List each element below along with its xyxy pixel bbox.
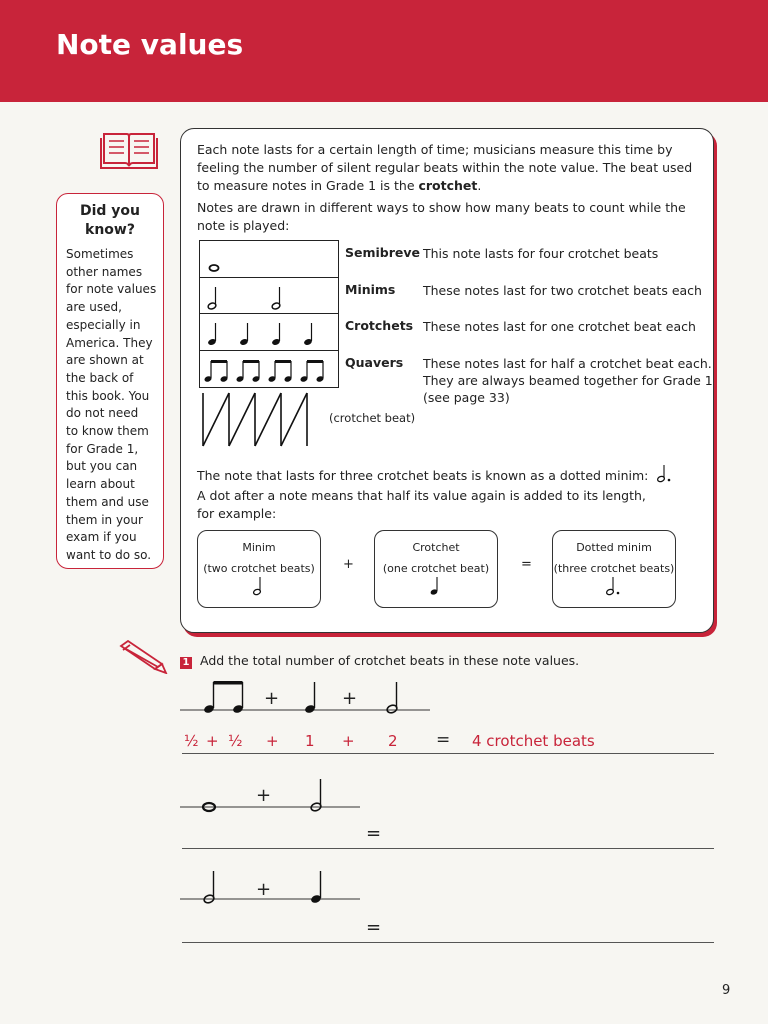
semibreve-label: Semibreve [345,245,421,260]
answer-total: 4 crotchet beats [472,732,595,750]
intro-line-1: Each note lasts for a certain length of time; musicians measure this time by [197,142,673,157]
exercise-1c-notes [180,866,366,908]
answer-line [182,753,714,754]
answer-half-1: ½ [184,732,199,750]
did-you-know-text: Sometimes other names for note values are used, especially in America. They are shown at the back of this book. You do not need to know them for Grade 1, but you can learn about them and use them in your exam if you want to do so. [66,247,157,562]
minims-row [200,278,338,315]
intro-line-4: Notes are drawn in different ways to show how many beats to count while the [197,200,686,215]
crotchets-label: Crotchets [345,318,414,333]
semibreve-desc: This note lasts for four crotchet beats [423,246,659,261]
intro-line-5: note is played: [197,218,290,233]
plus-sign: + [342,688,358,709]
dotted-minim-note-icon [603,575,625,597]
exercise-number-badge: 1 [180,657,192,669]
dotted-line-2: A dot after a note means that half its value again is added to its length, [197,488,646,503]
dotted-line-3: for example: [197,506,277,521]
answer-plus-1: + [206,732,219,750]
minim-example-box: Minim (two crotchet beats) [197,530,321,608]
answer-equals: = [436,730,451,750]
answer-half-2: ½ [228,732,243,750]
page-title: Note values [56,28,244,61]
answer-plus-2: + [266,732,279,750]
quavers-label: Quavers [345,355,404,370]
crotchet-example-box: Crotchet (one crotchet beat) [374,530,498,608]
exercise-1a-notes [180,676,436,716]
quavers-desc: These notes last for half a crotchet beat each. They are always beamed together for Grade 1 (see page 33) [423,356,713,405]
plus-operator: + [343,557,354,572]
equals-operator: = [521,557,532,572]
equals-sign: = [366,823,382,844]
intro-line-2: feeling the number of silent regular beats within the note value. The beat used [197,160,693,175]
answer-two: 2 [388,732,398,750]
intro-line-3: to measure notes in Grade 1 is the crotchet. [197,178,482,193]
crotchets-row [200,314,338,351]
semibreve-row [200,241,338,278]
crotchet-notes-icon [200,314,336,350]
note-table [199,240,339,388]
minim-notes-icon [200,278,336,314]
page-header [0,0,768,102]
did-you-know-box [56,193,164,569]
equals-sign: = [366,917,382,938]
crotchet-beat-slashes-icon [201,391,311,449]
answer-one: 1 [305,732,315,750]
quavers-row [200,351,338,388]
plus-sign: + [256,785,272,806]
dotted-minim-example-box: Dotted minim (three crotchet beats) [552,530,676,608]
quaver-notes-icon [200,351,336,387]
dotted-minim-icon [656,464,674,484]
minims-label: Minims [345,282,396,297]
answer-line[interactable] [182,848,714,849]
answer-line[interactable] [182,942,714,943]
plus-sign: + [264,688,280,709]
did-you-know-title: Did you know? [79,203,141,238]
exercise-1b-notes [180,776,366,816]
plus-sign: + [256,879,272,900]
pencil-icon [118,640,168,674]
answer-plus-3: + [342,732,355,750]
crotchets-desc: These notes last for one crotchet beat each [423,319,696,334]
crotchet-beat-label: (crotchet beat) [329,411,416,425]
open-book-icon [100,128,158,170]
semibreve-note-icon [200,241,336,277]
dotted-line-1: The note that lasts for three crotchet beats is known as a dotted minim: [197,464,674,485]
note-values-panel [180,128,714,633]
page-number: 9 [722,983,731,998]
crotchet-note-icon [426,575,446,597]
exercise-1-instruction: 1 Add the total number of crotchet beats in these note values. [180,653,579,669]
minim-note-icon [249,575,269,597]
minims-desc: These notes last for two crotchet beats each [423,283,702,298]
